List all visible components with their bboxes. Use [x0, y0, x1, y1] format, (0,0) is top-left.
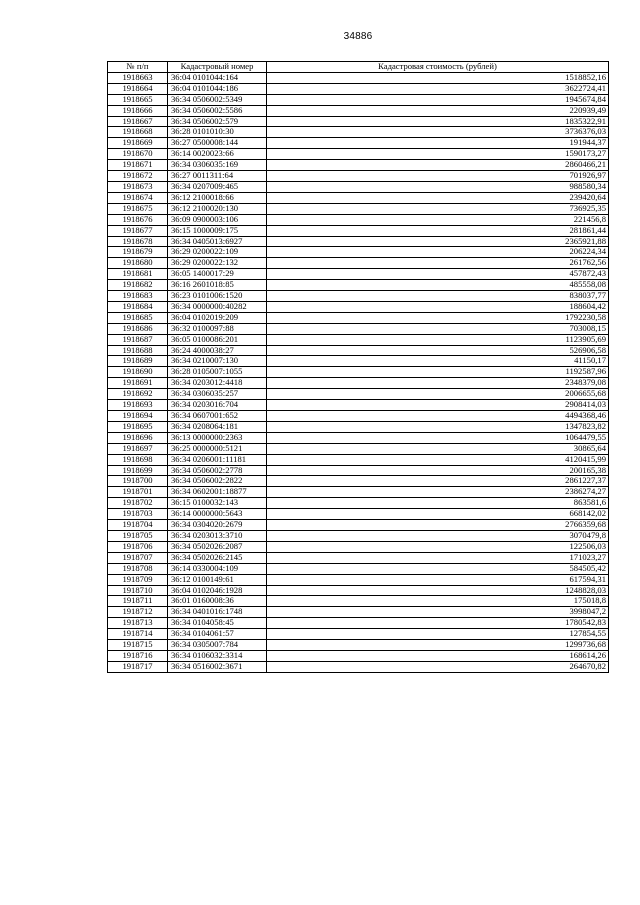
cadastral-number: 36:34 0203016:704	[168, 400, 267, 411]
cadastral-value: 3622724,41	[267, 83, 609, 94]
cadastral-value: 261762,56	[267, 258, 609, 269]
cadastral-number: 36:34 0602001:18877	[168, 487, 267, 498]
row-index: 1918689	[108, 356, 168, 367]
row-index: 1918696	[108, 432, 168, 443]
cadastral-number: 36:04 0102019:209	[168, 312, 267, 323]
table-row	[108, 574, 609, 585]
row-index: 1918714	[108, 629, 168, 640]
cadastral-number: 36:34 0304020:2679	[168, 520, 267, 531]
cadastral-value: 736925,35	[267, 203, 609, 214]
row-index: 1918704	[108, 520, 168, 531]
cadastral-number: 36:04 0102046:1928	[168, 585, 267, 596]
row-index: 1918668	[108, 127, 168, 138]
row-index: 1918667	[108, 116, 168, 127]
row-index: 1918673	[108, 181, 168, 192]
table-row	[108, 280, 609, 291]
cadastral-number: 36:05 0100086:201	[168, 334, 267, 345]
cadastral-value: 2861227,37	[267, 476, 609, 487]
table-row	[108, 378, 609, 389]
row-index: 1918687	[108, 334, 168, 345]
row-index: 1918695	[108, 421, 168, 432]
row-index: 1918680	[108, 258, 168, 269]
table-row	[108, 83, 609, 94]
cadastral-number: 36:34 0502026:2087	[168, 541, 267, 552]
cadastral-number: 36:34 0506002:2778	[168, 465, 267, 476]
cadastral-value: 127854,55	[267, 629, 609, 640]
row-index: 1918711	[108, 596, 168, 607]
cadastral-number: 36:15 1000009:175	[168, 225, 267, 236]
cadastral-value: 1347823,82	[267, 421, 609, 432]
cadastral-value: 1064479,55	[267, 432, 609, 443]
cadastral-number: 36:34 0104058:45	[168, 618, 267, 629]
cadastral-number: 36:34 0203012:4418	[168, 378, 267, 389]
cadastral-number: 36:15 0100032:143	[168, 498, 267, 509]
table-row	[108, 334, 609, 345]
table-body	[108, 72, 609, 672]
table-row	[108, 203, 609, 214]
table-row	[108, 236, 609, 247]
row-index: 1918664	[108, 83, 168, 94]
cadastral-number: 36:24 4000038:27	[168, 345, 267, 356]
cadastral-number: 36:14 0000000:5643	[168, 509, 267, 520]
row-index: 1918677	[108, 225, 168, 236]
row-index: 1918686	[108, 323, 168, 334]
cadastral-value: 220939,49	[267, 105, 609, 116]
table-row	[108, 411, 609, 422]
row-index: 1918698	[108, 454, 168, 465]
row-index: 1918683	[108, 291, 168, 302]
column-header-cadastral-value: Кадастровая стоимость (рублей)	[267, 62, 609, 73]
cadastral-number: 36:34 0405013:6927	[168, 236, 267, 247]
cadastral-number: 36:34 0208064:181	[168, 421, 267, 432]
cadastral-value: 206224,34	[267, 247, 609, 258]
cadastral-number: 36:05 1400017:29	[168, 269, 267, 280]
table-row	[108, 192, 609, 203]
cadastral-number: 36:34 0506002:5586	[168, 105, 267, 116]
table-row	[108, 258, 609, 269]
table-row	[108, 563, 609, 574]
cadastral-number: 36:12 2100018:66	[168, 192, 267, 203]
cadastral-number: 36:34 0207009:465	[168, 181, 267, 192]
cadastral-number: 36:14 0330004:109	[168, 563, 267, 574]
row-index: 1918703	[108, 509, 168, 520]
row-index: 1918713	[108, 618, 168, 629]
cadastral-number: 36:27 0011311:64	[168, 171, 267, 182]
cadastral-number: 36:04 0101044:164	[168, 72, 267, 83]
table-row	[108, 465, 609, 476]
table-row	[108, 116, 609, 127]
cadastral-value: 41150,17	[267, 356, 609, 367]
cadastral-number: 36:34 0203013:3710	[168, 530, 267, 541]
row-index: 1918678	[108, 236, 168, 247]
cadastral-value: 526906,58	[267, 345, 609, 356]
table-row	[108, 498, 609, 509]
table-row	[108, 127, 609, 138]
row-index: 1918693	[108, 400, 168, 411]
table-row	[108, 596, 609, 607]
table-row	[108, 105, 609, 116]
table-row	[108, 181, 609, 192]
cadastral-number: 36:34 0306035:257	[168, 389, 267, 400]
cadastral-value: 3736376,03	[267, 127, 609, 138]
table-header-row	[108, 62, 609, 73]
cadastral-number: 36:34 0607001:652	[168, 411, 267, 422]
cadastral-value: 1192587,96	[267, 367, 609, 378]
table-row	[108, 225, 609, 236]
cadastral-value: 863581,6	[267, 498, 609, 509]
table-row	[108, 356, 609, 367]
cadastral-value: 3998047,2	[267, 607, 609, 618]
row-index: 1918666	[108, 105, 168, 116]
row-index: 1918712	[108, 607, 168, 618]
cadastral-value: 188604,42	[267, 301, 609, 312]
table-row	[108, 541, 609, 552]
cadastral-value: 200165,38	[267, 465, 609, 476]
row-index: 1918701	[108, 487, 168, 498]
cadastral-number: 36:12 2100020:130	[168, 203, 267, 214]
cadastral-value: 988580,34	[267, 181, 609, 192]
cadastral-value: 122506,03	[267, 541, 609, 552]
cadastral-number: 36:28 0101010:30	[168, 127, 267, 138]
cadastral-number: 36:34 0516002:3671	[168, 661, 267, 672]
table-row	[108, 389, 609, 400]
cadastral-value: 1792230,58	[267, 312, 609, 323]
table-row	[108, 345, 609, 356]
row-index: 1918709	[108, 574, 168, 585]
cadastral-value: 281861,44	[267, 225, 609, 236]
row-index: 1918663	[108, 72, 168, 83]
row-index: 1918674	[108, 192, 168, 203]
cadastral-value: 457872,43	[267, 269, 609, 280]
table-row	[108, 323, 609, 334]
table-row	[108, 171, 609, 182]
cadastral-value: 584505,42	[267, 563, 609, 574]
cadastral-value: 2365921,88	[267, 236, 609, 247]
row-index: 1918670	[108, 149, 168, 160]
table-row	[108, 291, 609, 302]
cadastral-value: 485558,08	[267, 280, 609, 291]
table-row	[108, 530, 609, 541]
cadastral-number: 36:12 0100149:61	[168, 574, 267, 585]
cadastral-value: 2006655,68	[267, 389, 609, 400]
row-index: 1918681	[108, 269, 168, 280]
cadastral-value: 171023,27	[267, 552, 609, 563]
cadastral-number: 36:34 0506002:2822	[168, 476, 267, 487]
row-index: 1918708	[108, 563, 168, 574]
table-row	[108, 367, 609, 378]
row-index: 1918685	[108, 312, 168, 323]
cadastral-number: 36:32 0100097:88	[168, 323, 267, 334]
cadastral-number: 36:13 0000000:2363	[168, 432, 267, 443]
cadastral-number: 36:29 0200022:132	[168, 258, 267, 269]
row-index: 1918665	[108, 94, 168, 105]
cadastral-value: 1780542,83	[267, 618, 609, 629]
cadastral-value: 239420,64	[267, 192, 609, 203]
table-row	[108, 301, 609, 312]
cadastral-value-table	[107, 61, 609, 673]
cadastral-number: 36:34 0206001:11181	[168, 454, 267, 465]
row-index: 1918715	[108, 640, 168, 651]
cadastral-value: 1590173,27	[267, 149, 609, 160]
row-index: 1918705	[108, 530, 168, 541]
cadastral-number: 36:34 0106032:3314	[168, 650, 267, 661]
cadastral-value: 175018,8	[267, 596, 609, 607]
cadastral-value: 2348379,08	[267, 378, 609, 389]
table-row	[108, 552, 609, 563]
cadastral-value: 30865,64	[267, 443, 609, 454]
cadastral-value: 1123905,69	[267, 334, 609, 345]
cadastral-value: 2766359,68	[267, 520, 609, 531]
cadastral-value: 3070479,8	[267, 530, 609, 541]
row-index: 1918716	[108, 650, 168, 661]
cadastral-value: 221456,8	[267, 214, 609, 225]
cadastral-value: 4120415,99	[267, 454, 609, 465]
row-index: 1918710	[108, 585, 168, 596]
cadastral-value: 1945674,84	[267, 94, 609, 105]
cadastral-value: 264670,82	[267, 661, 609, 672]
table-row	[108, 269, 609, 280]
cadastral-number: 36:01 0160008:36	[168, 596, 267, 607]
row-index: 1918702	[108, 498, 168, 509]
row-index: 1918697	[108, 443, 168, 454]
row-index: 1918682	[108, 280, 168, 291]
table-row	[108, 640, 609, 651]
table-row	[108, 94, 609, 105]
table-row	[108, 585, 609, 596]
row-index: 1918706	[108, 541, 168, 552]
row-index: 1918700	[108, 476, 168, 487]
table-row	[108, 247, 609, 258]
cadastral-number: 36:09 0900003:106	[168, 214, 267, 225]
row-index: 1918671	[108, 160, 168, 171]
cadastral-number: 36:34 0210007:130	[168, 356, 267, 367]
table-row	[108, 476, 609, 487]
cadastral-value: 838037,77	[267, 291, 609, 302]
table-row	[108, 312, 609, 323]
cadastral-number: 36:27 0500008:144	[168, 138, 267, 149]
cadastral-number: 36:34 0401016:1748	[168, 607, 267, 618]
table-row	[108, 629, 609, 640]
cadastral-value: 2860466,21	[267, 160, 609, 171]
row-index: 1918676	[108, 214, 168, 225]
cadastral-number: 36:34 0104061:57	[168, 629, 267, 640]
table-row	[108, 618, 609, 629]
table-row	[108, 650, 609, 661]
cadastral-number: 36:16 2601018:85	[168, 280, 267, 291]
table-row	[108, 454, 609, 465]
table-row	[108, 149, 609, 160]
row-index: 1918669	[108, 138, 168, 149]
cadastral-number: 36:29 0200022:109	[168, 247, 267, 258]
row-index: 1918691	[108, 378, 168, 389]
column-header-cadastral-number: Кадастровый номер	[168, 62, 267, 73]
row-index: 1918672	[108, 171, 168, 182]
row-index: 1918688	[108, 345, 168, 356]
row-index: 1918717	[108, 661, 168, 672]
table-row	[108, 432, 609, 443]
cadastral-value: 1248828,03	[267, 585, 609, 596]
cadastral-value: 1518852,16	[267, 72, 609, 83]
table-row	[108, 443, 609, 454]
table-row	[108, 421, 609, 432]
table-row	[108, 214, 609, 225]
table-row	[108, 400, 609, 411]
row-index: 1918707	[108, 552, 168, 563]
cadastral-value: 4494368,46	[267, 411, 609, 422]
row-index: 1918675	[108, 203, 168, 214]
row-index: 1918694	[108, 411, 168, 422]
cadastral-number: 36:04 0101044:186	[168, 83, 267, 94]
cadastral-number: 36:25 0000000:5121	[168, 443, 267, 454]
cadastral-value: 2386274,27	[267, 487, 609, 498]
row-index: 1918690	[108, 367, 168, 378]
cadastral-number: 36:34 0506002:5349	[168, 94, 267, 105]
cadastral-value: 1835322,91	[267, 116, 609, 127]
cadastral-number: 36:23 0101006:1520	[168, 291, 267, 302]
cadastral-value: 668142,02	[267, 509, 609, 520]
table-row	[108, 509, 609, 520]
table-row	[108, 487, 609, 498]
page-number: 34886	[343, 31, 373, 42]
cadastral-value: 168614,26	[267, 650, 609, 661]
table-row	[108, 607, 609, 618]
row-index: 1918692	[108, 389, 168, 400]
row-index: 1918684	[108, 301, 168, 312]
table-row	[108, 160, 609, 171]
cadastral-number: 36:14 0020023:66	[168, 149, 267, 160]
table-row	[108, 661, 609, 672]
table-row	[108, 520, 609, 531]
cadastral-value: 1299736,68	[267, 640, 609, 651]
table-row	[108, 72, 609, 83]
cadastral-value: 701926,97	[267, 171, 609, 182]
row-index: 1918699	[108, 465, 168, 476]
cadastral-value: 2908414,03	[267, 400, 609, 411]
cadastral-value: 703008,15	[267, 323, 609, 334]
cadastral-value: 191944,37	[267, 138, 609, 149]
cadastral-number: 36:34 0306035:169	[168, 160, 267, 171]
cadastral-number: 36:34 0305007:784	[168, 640, 267, 651]
column-header-index: № п/п	[108, 62, 168, 73]
cadastral-number: 36:34 0506002:579	[168, 116, 267, 127]
cadastral-number: 36:34 0502026:2145	[168, 552, 267, 563]
table-row	[108, 138, 609, 149]
cadastral-value: 617594,31	[267, 574, 609, 585]
cadastral-number: 36:28 0105007:1055	[168, 367, 267, 378]
row-index: 1918679	[108, 247, 168, 258]
cadastral-number: 36:34 0000000:40282	[168, 301, 267, 312]
